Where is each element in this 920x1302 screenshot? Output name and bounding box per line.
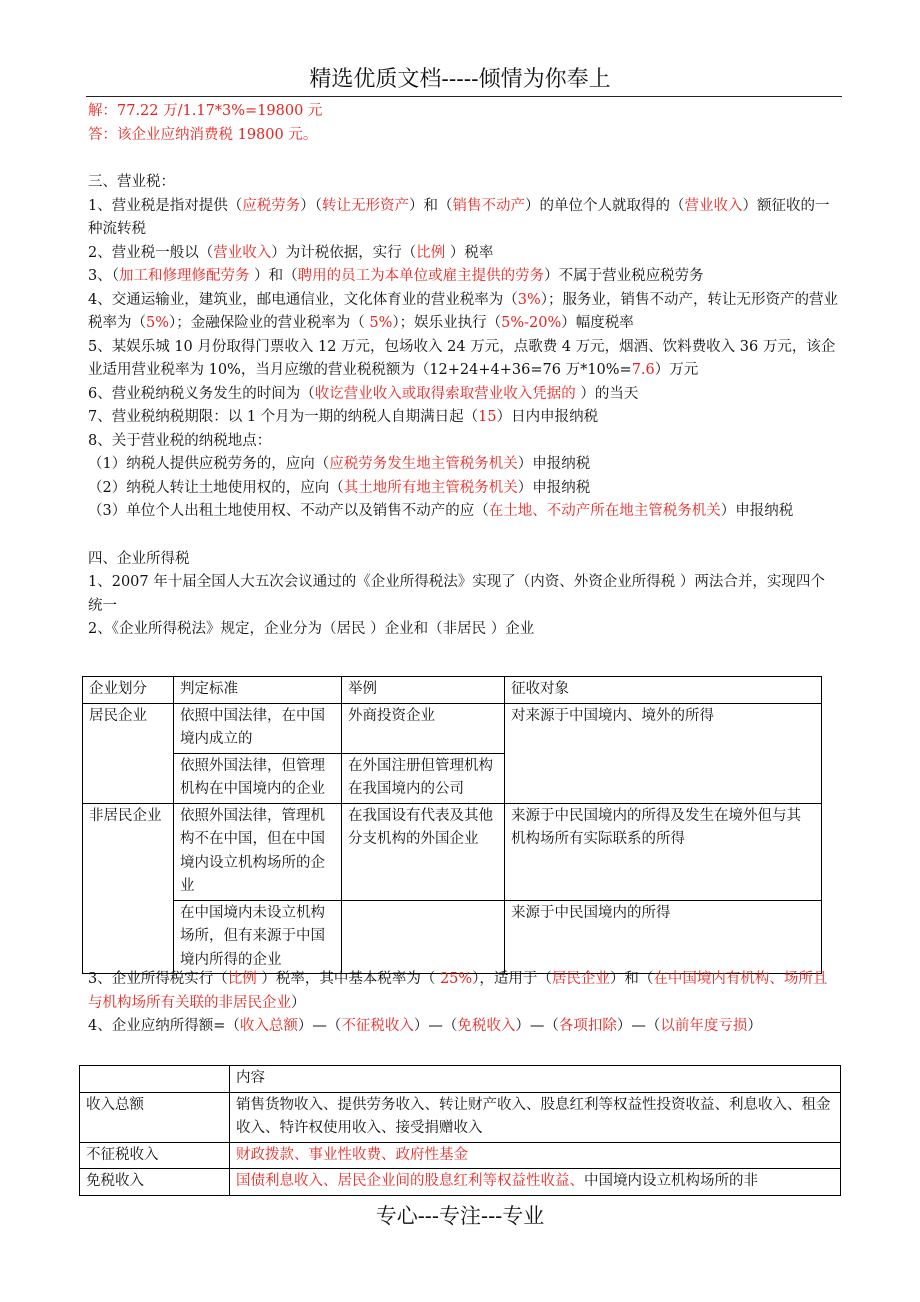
s3-item-8-1: （1）纳税人提供应税劳务的，应向（应税劳务发生地主管税务机关）申报纳税 [88, 456, 591, 472]
table-row [80, 1092, 841, 1142]
s3-item-8-2: （2）纳税人转让土地使用权的，应向（其土地所有地主管税务机关）申报纳税 [88, 479, 591, 496]
table-cell: 不征税收入 [80, 1142, 230, 1169]
s4-item-2: 2、《企业所得税法》规定，企业分为（居民 ）企业和（非居民 ）企业 [88, 621, 535, 637]
table-row [83, 703, 822, 753]
table-cell: 在中国境内未设立机构场所，但有来源于中国境内所得的企业 [174, 900, 342, 974]
table-header-cell: 判定标准 [174, 677, 342, 704]
table-cell: 在我国设有代表及其他分支机构的外国企业 [342, 803, 505, 900]
answer-result: 答：该企业应纳消费税 19800 元。 [88, 126, 318, 143]
document-content [88, 100, 838, 642]
table-cell: 对来源于中国境内、境外的所得 [505, 703, 822, 803]
s4-item-4: 4、企业应纳所得额=（收入总额）—（不征税收入）—（免税收入）—（各项扣除）—（以前年度亏损） [88, 1018, 762, 1034]
s3-item-3: 3、（加工和修理修配劳务 ）和（聘用的员工为本单位或雇主提供的劳务）不属于营业税应税劳务 [88, 268, 704, 284]
taxable-income-table [79, 1065, 841, 1196]
s3-item-8: 8、关于营业税的纳税地点： [88, 432, 272, 449]
section-3-title: 三、营业税： [88, 174, 175, 190]
table-cell: 销售货物收入、提供劳务收入、转让财产收入、股息红利等权益性投资收益、利息收入、租金收入、特许权使用收入、接受捐赠收入 [230, 1092, 841, 1142]
table-cell: 居民企业 [83, 703, 174, 803]
header-divider [86, 96, 842, 97]
table-row [83, 900, 822, 974]
table-header-cell: 内容 [230, 1066, 841, 1093]
table-cell: 免税收入 [80, 1169, 230, 1196]
enterprise-classification-table [82, 676, 822, 974]
table-cell: 财政拨款、事业性收费、政府性基金 [230, 1142, 841, 1169]
table-header-cell [80, 1066, 230, 1093]
table-cell [342, 900, 505, 974]
table-cell: 来源于中民国境内的所得 [505, 900, 822, 974]
table-cell: 依照外国法律，管理机构不在中国，但在中国境内设立机构场所的企业 [174, 803, 342, 900]
table-row [80, 1142, 841, 1169]
table-cell: 来源于中民国境内的所得及发生在境外但与其机构场所有实际联系的所得 [505, 803, 822, 900]
s3-item-4: 4、交通运输业，建筑业，邮电通信业，文化体育业的营业税率为（3%）；服务业，销售不动产，转让无形资产的营业税率为（5%）；金融保险业的营业税率为（ 5%）；娱乐业执行（5%-20%）幅度税率 [88, 291, 838, 331]
s3-item-5: 5、某娱乐城 10 月份取得门票收入 12 万元，包场收入 24 万元，点歌费 4 万元，烟酒、饮料费收入 36 万元，该企业适用营业税率为 10%，当月应缴的营业税税额为（12+24+4+36=76 万*10%=7.6）万元 [88, 338, 836, 378]
table-header-cell: 企业划分 [83, 677, 174, 704]
table-cell: 收入总额 [80, 1092, 230, 1142]
page-footer: 专心---专注---专业 [375, 1204, 545, 1228]
table-cell: 非居民企业 [83, 803, 174, 974]
table-row [80, 1169, 841, 1196]
s3-item-8-3: （3）单位个人出租土地使用权、不动产以及销售不动产的应（在土地、不动产所在地主管税务机关）申报纳税 [88, 503, 794, 519]
table-cell: 外商投资企业 [342, 703, 505, 753]
s4-item-1: 1、2007 年十届全国人大五次会议通过的《企业所得税法》实现了（内资、外资企业所得税 ）两法合并，实现四个统一 [88, 574, 825, 614]
table-cell: 依照外国法律，但管理机构在中国境内的企业 [174, 753, 342, 803]
section-4-title: 四、企业所得税 [88, 550, 190, 567]
table-cell: 依照中国法律，在中国境内成立的 [174, 703, 342, 753]
answer-calculation: 解：77.22 万/1.17*3%=19800 元 [88, 103, 323, 119]
table-cell: 在外国注册但管理机构在我国境内的公司 [342, 753, 505, 803]
table-row [83, 803, 822, 900]
table-header-cell: 举例 [342, 677, 505, 704]
s3-item-2: 2、营业税一般以（营业收入）为计税依据，实行（比例 ）税率 [88, 244, 494, 261]
document-content-lower [88, 968, 838, 1039]
table-header-row [83, 677, 822, 704]
table-header-cell: 征收对象 [505, 677, 822, 704]
page-header: 精选优质文档-----倾情为你奉上 [309, 67, 611, 92]
s4-item-3: 3、企业所得税实行（比例 ）税率，其中基本税率为（ 25%），适用于（居民企业）和（在中国境内有机构、场所且与机构场所有关联的非居民企业） [88, 971, 828, 1011]
table-header-row [80, 1066, 841, 1093]
s3-item-6: 6、营业税纳税义务发生的时间为（收讫营业收入或取得索取营业收入凭据的 ）的当天 [88, 385, 639, 402]
s3-item-7: 7、营业税纳税期限：以 1 个月为一期的纳税人自期满日起（15）日内申报纳税 [88, 409, 599, 425]
s3-item-1: 1、营业税是指对提供（应税劳务）（转让无形资产）和（销售不动产）的单位个人就取得的（营业收入）额征收的一种流转税 [88, 197, 830, 237]
table-cell: 国债利息收入、居民企业间的股息红利等权益性收益、中国境内设立机构场所的非 [230, 1169, 841, 1196]
